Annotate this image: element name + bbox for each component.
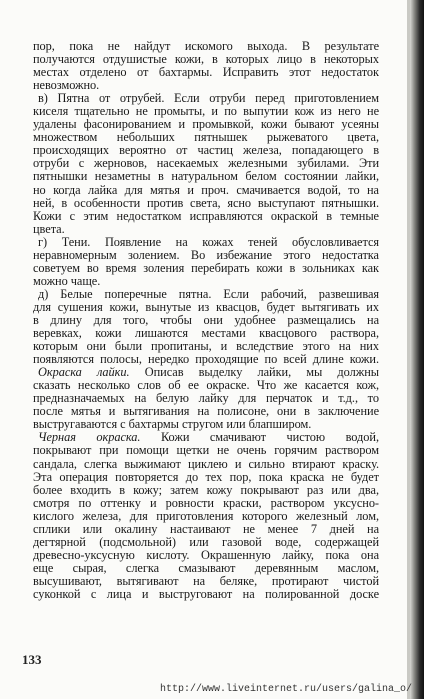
text-line: пор, пока не найдут искомого выхода. В результате	[33, 40, 379, 53]
text-line: суконкой с лица и выструговают на полированной доске	[33, 587, 379, 601]
text-line: неравномерным золением. Во избежание этого недостатка	[33, 248, 379, 262]
text-line: еще сырая, слегка смазывают деревянным маслом,	[33, 561, 379, 575]
book-spine-shadow	[410, 0, 424, 699]
text-line: невозможно.	[33, 79, 100, 93]
text-line: г) Тени. Появление на кожах теней обусловливается	[38, 235, 379, 249]
text-line: можно чаще.	[33, 274, 101, 288]
text-line: сплики или окалину настаивают не менее 7 дней на	[33, 522, 379, 536]
text-line: получаются отдушистые кожи, в которых лицо в некоторых	[33, 53, 379, 67]
text-line: ней, в особенности против света, ясно выступают пятнышки.	[33, 196, 379, 210]
text-line: сказать несколько слов об ее окраске. Что же касается кож,	[33, 379, 379, 393]
text-line: Эта операция повторяется до тех пор, пока краска не будет	[33, 470, 379, 484]
section-heading-italic: Черная окраска.	[38, 431, 141, 445]
text-line: после мятья и вытягивания на полисоне, они в заключение	[33, 405, 379, 419]
page-body-text	[33, 40, 379, 601]
page-number: 133	[22, 652, 42, 667]
text-line: веревках, кожи лишаются местами квасцового раствора,	[33, 327, 379, 341]
text-line: появляются полосы, нередко проходящие по всей длине кожи.	[33, 353, 379, 367]
text-line: удалены фасонированием и промывкой, кожи бывают усеяны	[33, 118, 379, 132]
text-line: местах отделено от бахтармы. Исправить этот недостаток	[33, 66, 379, 80]
text-line: покрывают при помощи щетки не очень горячим раствором	[33, 444, 379, 458]
text-line: древесно-уксусную кислоту. Окрашенную лайку, пока она	[33, 548, 379, 562]
text-line: смотря по оттенку и ровности краски, раствором уксусно-	[33, 496, 379, 510]
section-heading-italic: Окраска лайки.	[38, 366, 130, 380]
text-line: кислого железа, для приготовления которого железный лом,	[33, 509, 379, 523]
text-line: цвета.	[33, 222, 65, 236]
text-line: Кожи с этим недостатком исправляются окраской в темные	[33, 209, 379, 223]
text-line: для сушения кожи, вынутые из квасцов, будет вытягивать их	[33, 300, 379, 314]
text-line: отруби с жерновов, насекаемых железными зубилами. Эти	[33, 157, 379, 171]
text-line: происходящих вероятно от частиц железа, попадающего в	[33, 144, 379, 158]
text-line: дегтярной (подсмольной) или газовой воде, содержащей	[33, 535, 379, 549]
text-line: советуем во время золения перебирать кожи в зольниках как	[33, 261, 379, 275]
text-line: Черная окраска. Кожи смачивают чистою водой,	[38, 431, 379, 445]
source-url-watermark: http://www.liveinternet.ru/users/galina_o/	[160, 684, 413, 695]
text-line: выстругаваются с бахтармы стругом или блапширом.	[33, 418, 312, 432]
text-line: д) Белые поперечные пятна. Если рабочий, развешивая	[38, 287, 379, 301]
text-line: которым они были пропитаны, и вследствие этого на них	[33, 340, 379, 354]
text-line: киселя тщательно не промыты, и по выпутии кож из него не	[33, 105, 379, 119]
text-line: предназначаемых на белую лайку для перчаток и т.д., то	[33, 392, 379, 406]
text-line: сандала, слегка выжимают циклею и сильно втирают краску.	[33, 457, 379, 471]
text-line: множеством небольших пятнышек рыжеватого цвета,	[33, 131, 379, 145]
text-line: но когда лайка для мятья и проч. смачивается водой, то на	[33, 183, 379, 197]
text-line: Окраска лайки. Описав выделку лайки, мы должны	[38, 366, 379, 380]
text-line: в длину для того, чтобы они удобнее размещались на	[33, 313, 379, 327]
text-line: высушивают, вытягивают на беляке, протирают чистой	[33, 574, 379, 588]
text-line: в) Пятна от отрубей. Если отруби перед приготовлением	[38, 92, 379, 106]
text-line: более входить в кожу; затем кожу покрывают раз или два,	[33, 483, 379, 497]
text-line: пятнышки незаметны в натуральном белом состоянии лайки,	[33, 170, 379, 184]
